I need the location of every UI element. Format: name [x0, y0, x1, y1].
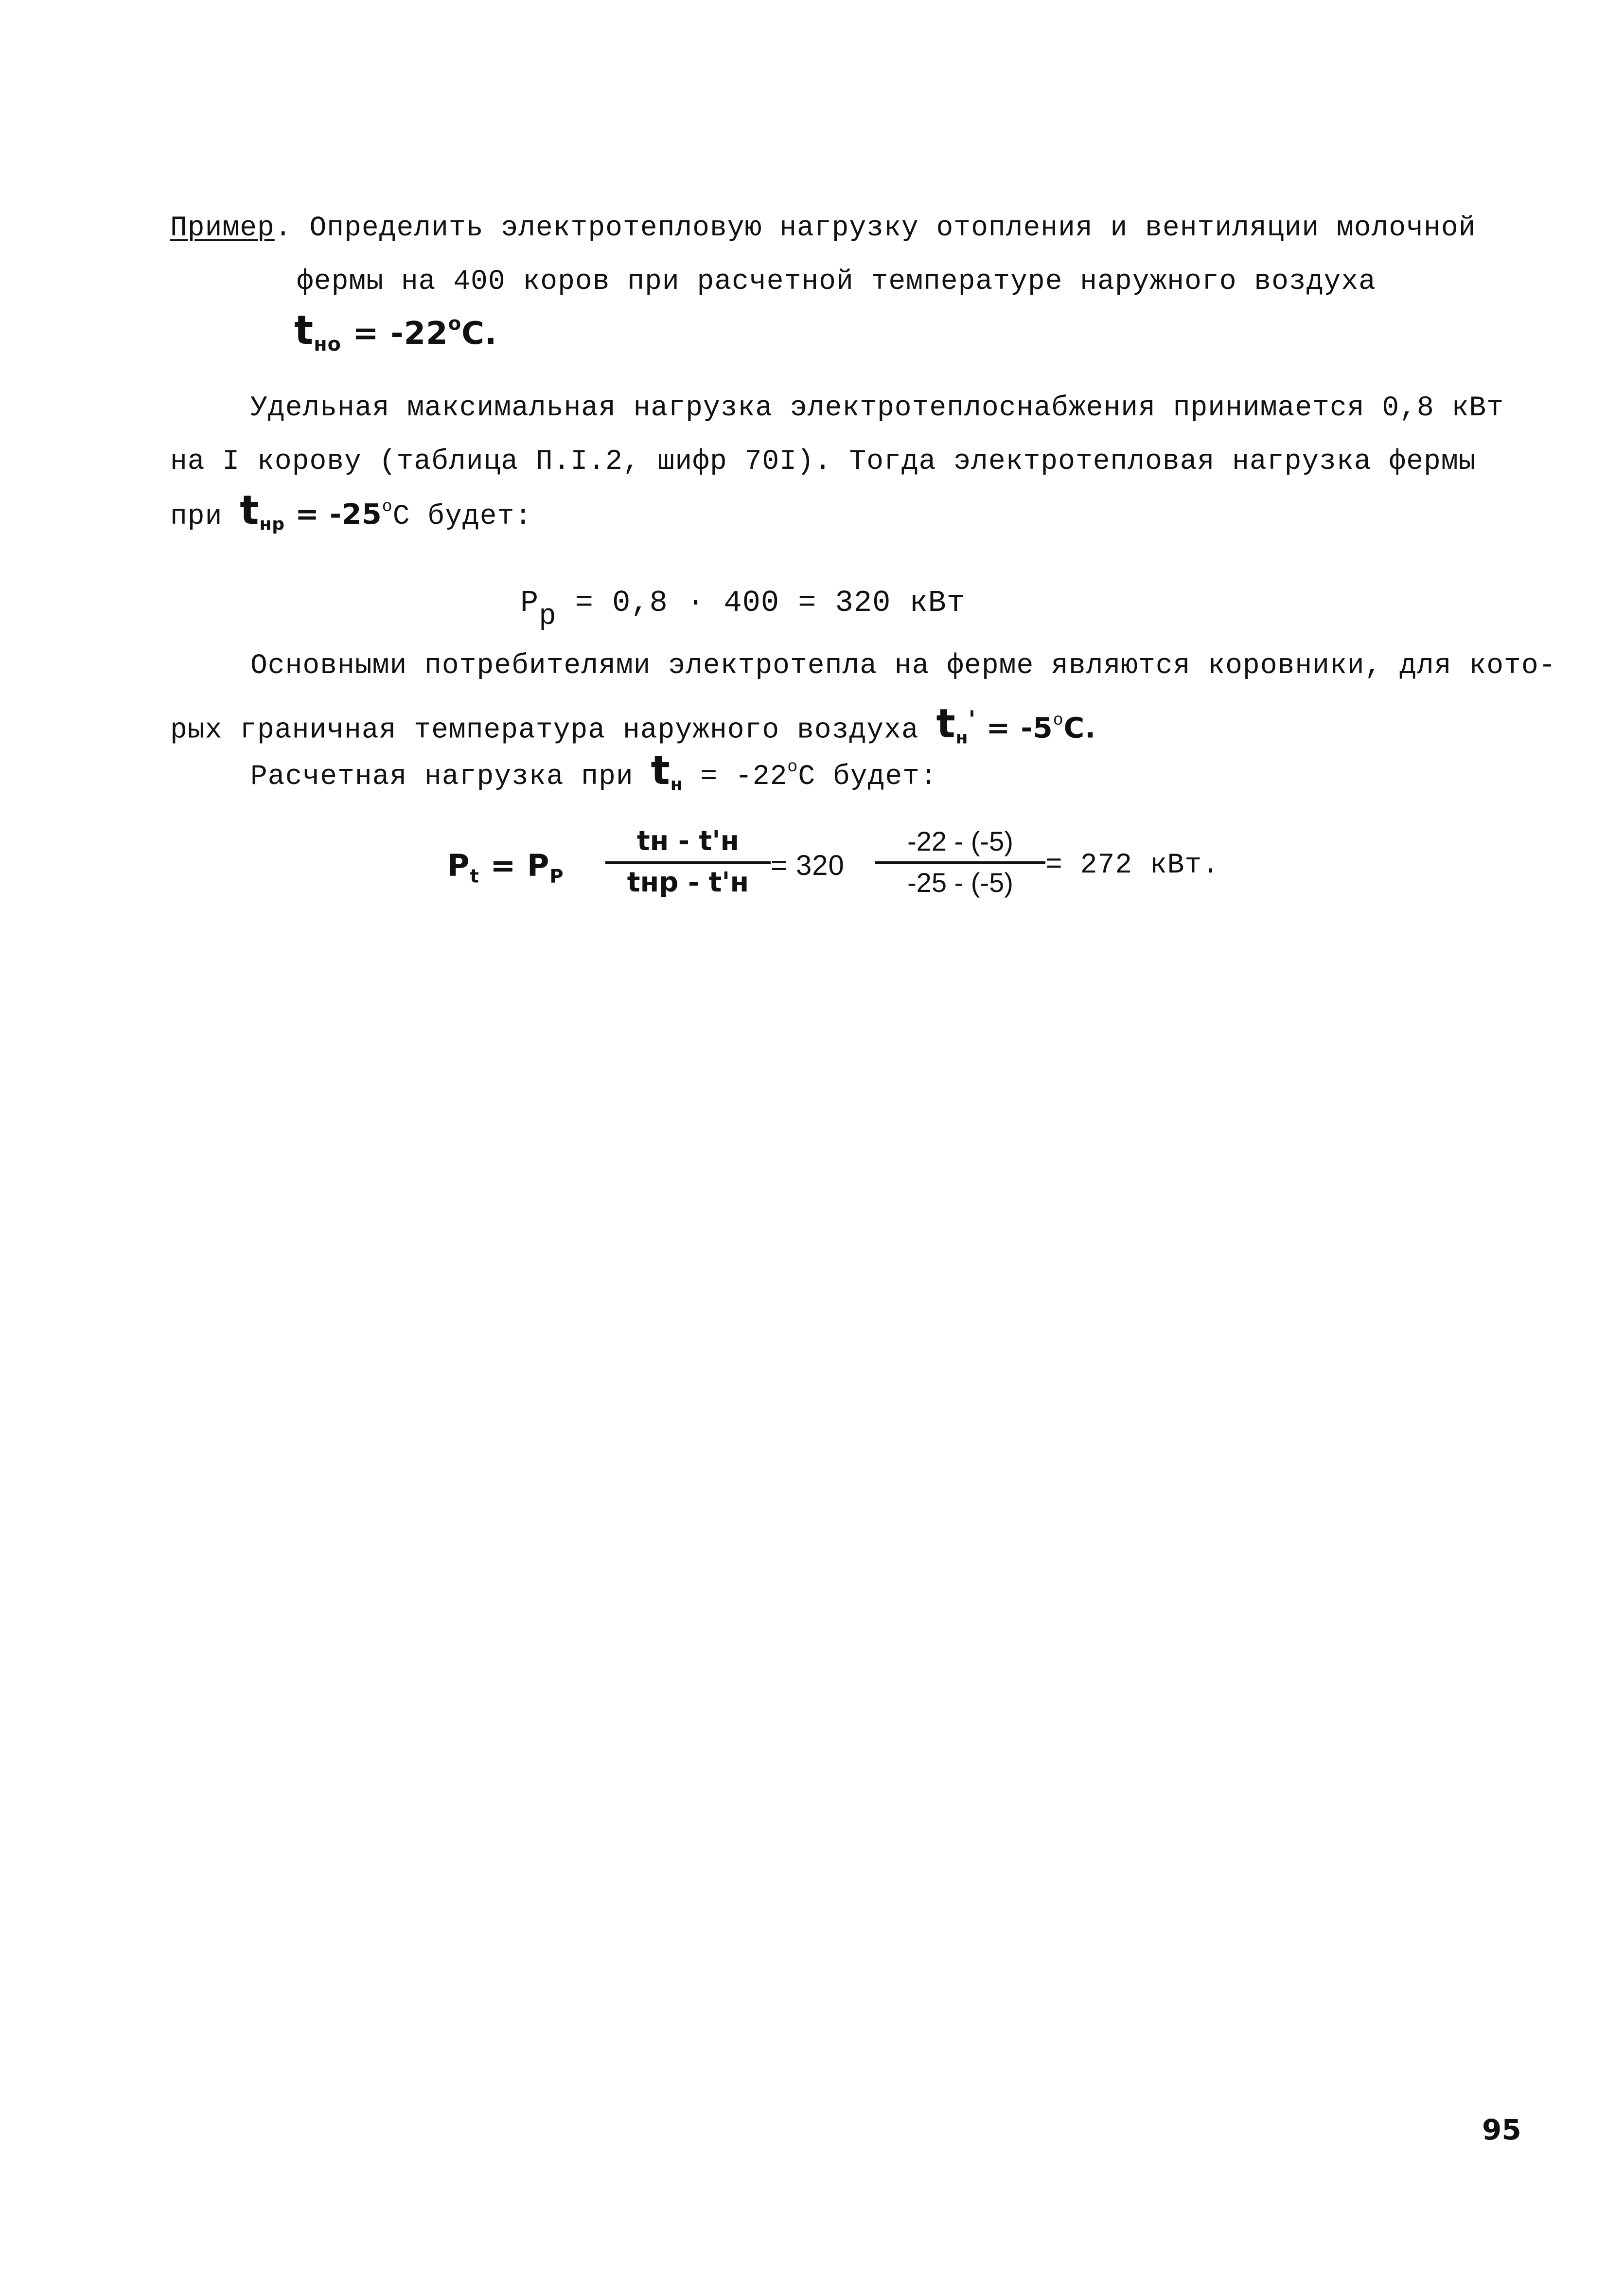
t-np-subscript: нр	[259, 514, 285, 534]
p2-line-1: Удельная максимальная нагрузка электротеплоснабжения принимается 0,8 кВт	[250, 392, 1504, 424]
example-text-1: . Определить электротепловую нагрузку отопления и вентиляции молочной	[274, 213, 1476, 244]
formula-2-eq1: =	[479, 848, 527, 883]
p3-line-1: Основными потребителями электротепла на ферме являются коровники, для кото-	[250, 650, 1556, 682]
formula-2-P: P	[447, 848, 470, 883]
p3-line-2-value: = -5	[976, 711, 1053, 745]
example-line-2: фермы на 400 коров при расчетной температуре наружного воздуха	[297, 266, 1376, 298]
formula-2-fraction-2	[875, 824, 1045, 900]
formula-1-rest: = 0,8 · 400 = 320 кВт	[556, 586, 966, 620]
formula-1-sub: p	[539, 600, 557, 633]
example-line-1	[170, 209, 1476, 248]
t-np-degree: о	[382, 497, 393, 517]
p4-start: Расчетная нагрузка при	[250, 761, 651, 793]
t-h-prime-mark: '	[968, 706, 976, 733]
t-h-prime-subscript: н	[955, 728, 969, 748]
p2-line-3	[170, 487, 532, 544]
t-no-value: = -22	[341, 316, 448, 352]
t-no-subscript: но	[314, 333, 341, 356]
page-number: 95	[1482, 2113, 1521, 2146]
t-no-unit: C.	[461, 316, 497, 352]
formula-2-denominator-1: tнр - t'н	[627, 867, 749, 898]
formula-2-numerator-2: -22 - (-5)	[907, 826, 1013, 856]
t-np-symbol: t	[240, 487, 260, 534]
formula-2-fraction-bar-2	[875, 861, 1045, 864]
formula-1-P: P	[520, 586, 539, 620]
formula-2-denominator-2: -25 - (-5)	[907, 867, 1013, 898]
formula-2-numerator-1: tн - t'н	[636, 825, 740, 857]
p4-value: = -22	[683, 761, 788, 793]
example-line-3	[294, 307, 497, 364]
formula-2-lhs	[447, 846, 564, 896]
example-label: Пример	[170, 213, 275, 244]
formula-1	[520, 584, 966, 633]
formula-2-Pp-sub: P	[549, 865, 564, 888]
p2-line-2: на I корову (таблица П.I.2, шифр 70I). Тогда электротепловая нагрузка фермы	[170, 446, 1476, 478]
formula-2-eq2: = 320	[771, 850, 845, 881]
t-h-symbol: t	[651, 748, 671, 794]
p3-line-2-start: рых граничная температура наружного воздуха	[170, 714, 936, 747]
formula-2-fraction-1	[605, 824, 771, 900]
p3-line-2-unit: C.	[1063, 711, 1096, 745]
formula-2-P-sub: t	[470, 865, 479, 888]
t-np-value: = -25	[285, 498, 382, 531]
formula-2-Pp: P	[527, 848, 550, 883]
t-h-subscript: н	[670, 774, 683, 795]
formula-2-result: = 272 кВт.	[1045, 850, 1220, 881]
t-no-symbol: t	[294, 307, 314, 354]
p4-end: C будет:	[798, 761, 937, 793]
t-np-end: C будет:	[392, 501, 532, 533]
p3-line-2	[170, 700, 1096, 758]
t-h-prime-symbol: t	[936, 701, 956, 748]
t-no-degree: о	[448, 313, 462, 335]
p4-line	[250, 748, 937, 804]
formula-2-fraction-bar-1	[605, 861, 771, 864]
p4-degree: о	[787, 757, 798, 777]
p3-line-2-degree: о	[1053, 711, 1064, 730]
p2-line-3-start: при	[170, 501, 240, 533]
